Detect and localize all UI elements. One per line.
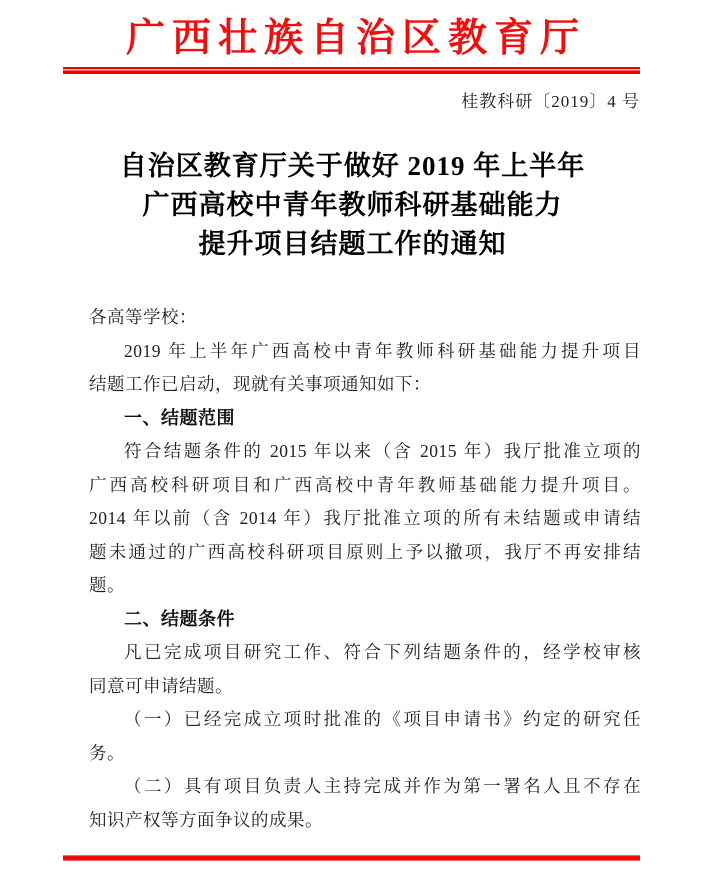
body-line: 题未通过的广西高校科研项目原则上予以撤项，我厅不再安排结 [89,541,641,562]
section-heading-2: 二、结题条件 [124,608,235,629]
body-line: 题。 [89,575,125,595]
body-line: 结题工作已启动，现就有关事项通知如下： [89,374,431,394]
title-line-1: 自治区教育厅关于做好 2019 年上半年 [119,151,586,181]
body-line: （二）具有项目负责人主持完成并作为第一署名人且不存在 [124,776,641,796]
document-title [0,147,705,264]
footer-red-divider [63,855,640,861]
section-heading-1: 一、结题范围 [124,407,235,428]
document-body [89,301,641,837]
header-red-divider [63,67,640,74]
salutation-line: 各高等学校： [89,307,197,327]
body-line: 凡已完成项目研究工作、符合下列结题条件的，经学校审核 [124,642,641,662]
title-line-2: 广西高校中青年教师科研基础能力 [142,190,563,220]
body-line: 务。 [89,742,125,763]
body-line: 同意可申请结题。 [89,675,233,696]
body-line: 符合结题条件的 2015 年以来（含 2015 年）我厅批准立项的 [124,441,641,461]
body-line: 2019 年上半年广西高校中青年教师科研基础能力提升项目 [124,340,641,361]
body-line: 2014 年以前（含 2014 年）我厅批准立项的所有未结题或申请结 [89,508,641,528]
document-number: 桂教科研〔2019〕4 号 [461,92,640,111]
body-line: 广西高校科研项目和广西高校中青年教师基础能力提升项目。 [89,474,641,495]
body-line: 知识产权等方面争议的成果。 [89,809,323,830]
body-line: （一）已经完成立项时批准的《项目申请书》约定的研究任 [124,709,641,729]
agency-name-heading: 广西壮族自治区教育厅 [125,17,586,60]
title-line-3: 提升项目结题工作的通知 [198,229,507,259]
